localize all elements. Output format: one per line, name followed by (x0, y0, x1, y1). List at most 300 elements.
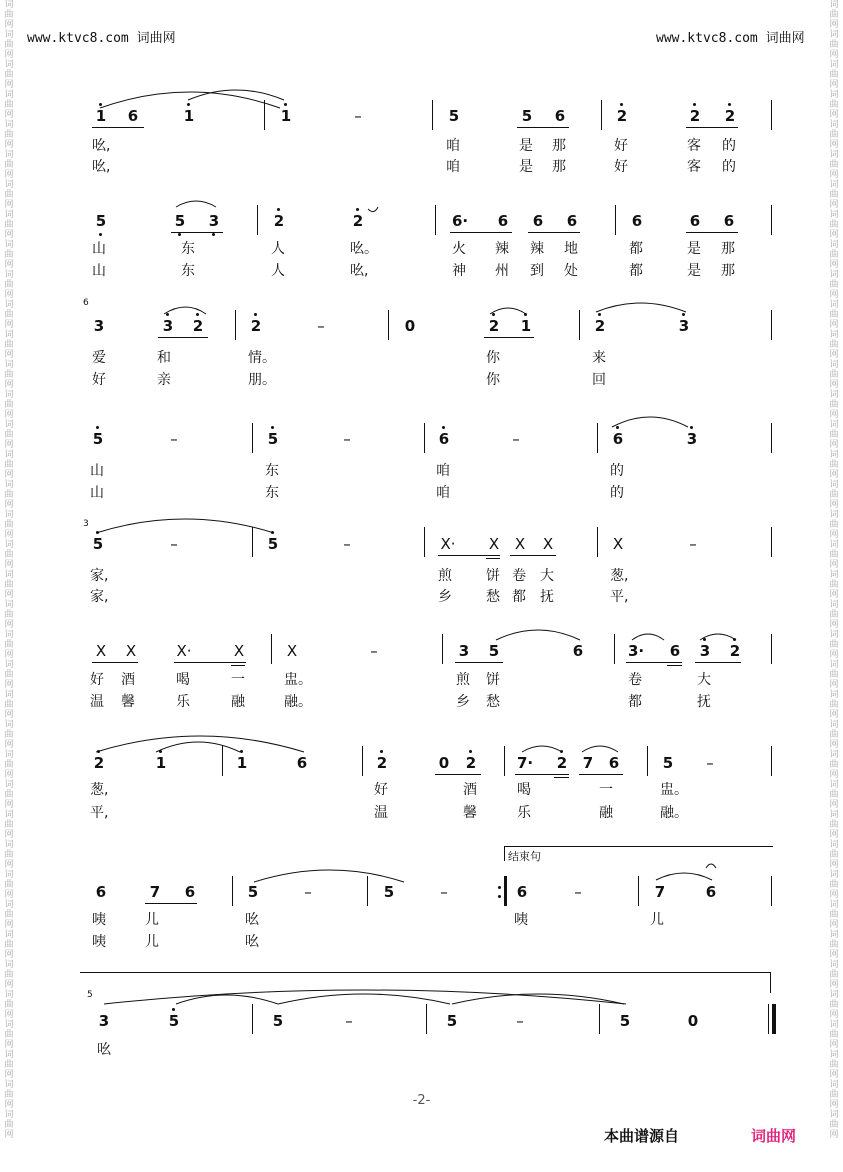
watermark-glyph: 网 (829, 350, 839, 360)
lyric: 吆, (92, 159, 111, 175)
lyric: 咱 (436, 485, 450, 501)
score-line-2 (0, 185, 843, 285)
watermark-glyph: 曲 (829, 10, 839, 20)
watermark-glyph: 网 (829, 680, 839, 690)
octave-dot (96, 531, 99, 534)
watermark-glyph: 曲 (4, 850, 14, 860)
octave-dot (703, 638, 706, 641)
watermark-glyph: 词 (829, 480, 839, 490)
watermark-glyph: 网 (829, 1130, 839, 1140)
lyric: 东 (265, 485, 279, 501)
watermark-glyph: 词 (4, 1050, 14, 1060)
watermark-glyph: 曲 (4, 40, 14, 50)
watermark-glyph: 词 (829, 960, 839, 970)
watermark-glyph: 曲 (829, 580, 839, 590)
watermark-glyph: 曲 (829, 490, 839, 500)
watermark-glyph: 网 (829, 110, 839, 120)
watermark-glyph: 词 (829, 540, 839, 550)
watermark-glyph: 曲 (829, 100, 839, 110)
lyric: 饼 (486, 568, 500, 584)
octave-dot (693, 103, 696, 106)
octave-dot (356, 208, 359, 211)
watermark-glyph: 网 (4, 650, 14, 660)
watermark-glyph: 词 (4, 480, 14, 490)
watermark-glyph: 词 (4, 570, 14, 580)
watermark-glyph: 曲 (829, 1030, 839, 1040)
page-number: -2- (412, 1093, 431, 1108)
note-dash: – (689, 535, 697, 553)
score-line-4 (0, 403, 843, 503)
grace-note: 3 (83, 519, 89, 529)
watermark-glyph: 词 (829, 660, 839, 670)
octave-dot (271, 426, 274, 429)
barline (597, 423, 598, 453)
slur-marks (0, 513, 843, 553)
watermark-glyph: 网 (4, 920, 14, 930)
watermark-glyph: 词 (4, 900, 14, 910)
score-line-3 (0, 290, 843, 390)
watermark-glyph: 曲 (829, 430, 839, 440)
watermark-glyph: 词 (4, 60, 14, 70)
watermark-glyph: 曲 (4, 940, 14, 950)
note: 7· (517, 754, 534, 772)
score-line-9 (0, 982, 843, 1082)
underline (145, 903, 197, 904)
watermark-glyph: 词 (829, 120, 839, 130)
watermark-glyph: 网 (4, 1100, 14, 1110)
note-dash: – (574, 883, 582, 901)
lyric: 是 (519, 159, 533, 175)
watermark-glyph: 曲 (4, 910, 14, 920)
watermark-glyph: 网 (829, 200, 839, 210)
score-line-8 (0, 858, 843, 958)
watermark-glyph: 网 (4, 620, 14, 630)
watermark-glyph: 曲 (4, 100, 14, 110)
watermark-glyph: 网 (4, 500, 14, 510)
watermark-glyph: 词 (4, 690, 14, 700)
barline (222, 746, 223, 776)
note: 1 (155, 754, 167, 772)
note: 6 (631, 212, 643, 230)
lyric: 到 (530, 263, 544, 279)
watermark-glyph: 网 (4, 800, 14, 810)
watermark-glyph: 词 (829, 210, 839, 220)
barline (424, 527, 425, 557)
watermark-glyph: 曲 (829, 70, 839, 80)
watermark-glyph: 曲 (4, 220, 14, 230)
watermark-glyph: 网 (4, 890, 14, 900)
octave-dot (560, 750, 563, 753)
note: 6 (497, 212, 509, 230)
note: 5 (267, 430, 279, 448)
site-url-right[interactable]: www.ktvc8.com (656, 31, 758, 46)
watermark-glyph: 网 (4, 80, 14, 90)
lyric: 一 (231, 672, 245, 688)
watermark-glyph: 网 (829, 1070, 839, 1080)
lyric: 那 (721, 241, 735, 257)
lyric: 好 (614, 159, 628, 175)
header-right (656, 27, 805, 46)
slur-marks (0, 290, 843, 330)
lyric: 馨 (463, 805, 477, 821)
note: 6· (452, 212, 469, 230)
lyric: 吆 (245, 934, 259, 950)
watermark-glyph: 曲 (829, 220, 839, 230)
watermark-glyph: 网 (829, 50, 839, 60)
watermark-glyph: 网 (4, 470, 14, 480)
octave-dot (733, 638, 736, 641)
lyric: 煎 (456, 672, 470, 688)
watermark-glyph: 词 (829, 990, 839, 1000)
watermark-glyph: 曲 (4, 280, 14, 290)
note: X (125, 642, 137, 660)
octave-dot (254, 313, 257, 316)
watermark-glyph: 词 (829, 1050, 839, 1060)
slur-marks (0, 982, 843, 1022)
lyric: 好 (614, 138, 628, 154)
note: 6 (532, 212, 544, 230)
watermark-glyph: 曲 (829, 550, 839, 560)
watermark-glyph: 词 (829, 600, 839, 610)
note: 6 (572, 642, 584, 660)
lyric: 东 (181, 263, 195, 279)
octave-dot (159, 750, 162, 753)
barline (638, 876, 639, 906)
lyric: 咦 (92, 912, 106, 928)
lyric: 抚 (540, 589, 554, 605)
octave-dot (524, 313, 527, 316)
watermark-glyph: 网 (829, 740, 839, 750)
watermark-glyph: 曲 (4, 760, 14, 770)
barline (426, 1004, 427, 1034)
barline (232, 876, 233, 906)
note: 6 (608, 754, 620, 772)
watermark-glyph: 网 (829, 1040, 839, 1050)
lyric: 温 (90, 694, 104, 710)
lyric: 吆 (97, 1042, 111, 1058)
watermark-glyph: 词 (829, 90, 839, 100)
note: 2 (729, 642, 741, 660)
watermark-glyph: 网 (4, 170, 14, 180)
watermark-glyph: 词 (4, 300, 14, 310)
note: 2 (488, 317, 500, 335)
final-barline (772, 1004, 776, 1034)
watermark-glyph: 网 (4, 560, 14, 570)
barline (424, 423, 425, 453)
watermark-glyph: 网 (829, 500, 839, 510)
note: 0 (687, 1012, 699, 1030)
watermark-glyph: 网 (4, 860, 14, 870)
note: 1 (520, 317, 532, 335)
watermark-glyph: 网 (829, 320, 839, 330)
watermark-glyph: 词 (4, 210, 14, 220)
note: 2 (616, 107, 628, 125)
watermark-glyph: 词 (4, 360, 14, 370)
octave-dot (240, 750, 243, 753)
watermark-glyph: 曲 (829, 160, 839, 170)
lyric: 山 (90, 463, 104, 479)
watermark-glyph: 曲 (4, 430, 14, 440)
barline (771, 423, 772, 453)
watermark-glyph: 词 (4, 810, 14, 820)
lyric: 吆, (350, 263, 369, 279)
lyric: 咦 (92, 934, 106, 950)
note: 5 (174, 212, 186, 230)
barline (435, 205, 436, 235)
lyric: 东 (181, 241, 195, 257)
watermark-glyph: 曲 (4, 550, 14, 560)
lyric: 大 (540, 568, 554, 584)
watermark-glyph: 曲 (4, 880, 14, 890)
watermark-glyph: 词 (829, 0, 839, 10)
note: 3 (678, 317, 690, 335)
watermark-glyph: 网 (4, 380, 14, 390)
note: 3 (162, 317, 174, 335)
watermark-glyph: 曲 (4, 10, 14, 20)
watermark-glyph: 曲 (829, 700, 839, 710)
barline (252, 527, 253, 557)
lyric: 亲 (157, 372, 171, 388)
watermark-glyph: 词 (829, 750, 839, 760)
watermark-glyph: 曲 (829, 310, 839, 320)
note: 7 (149, 883, 161, 901)
note: 7 (582, 754, 594, 772)
note: 5 (619, 1012, 631, 1030)
lyric: 好 (92, 372, 106, 388)
barline (432, 100, 433, 130)
score-line-1 (0, 80, 843, 180)
octave-dot (598, 313, 601, 316)
source-label: 本曲谱源自 (604, 1127, 680, 1145)
watermark-glyph: 网 (829, 950, 839, 960)
watermark-glyph: 词 (829, 930, 839, 940)
watermark-glyph: 网 (4, 230, 14, 240)
watermark-glyph: 词 (829, 1020, 839, 1030)
watermark-glyph: 词 (4, 120, 14, 130)
note: 6 (554, 107, 566, 125)
note: 5 (662, 754, 674, 772)
watermark-glyph: 词 (829, 780, 839, 790)
watermark-glyph: 网 (829, 1100, 839, 1110)
barline (388, 310, 389, 340)
watermark-glyph: 曲 (4, 1000, 14, 1010)
note-dash: – (343, 535, 351, 553)
note: 5 (168, 1012, 180, 1030)
note: 5 (267, 535, 279, 553)
watermark-glyph: 词 (829, 840, 839, 850)
lyric: 饼 (486, 672, 500, 688)
watermark-glyph: 词 (829, 270, 839, 280)
barline (599, 1004, 600, 1034)
lyric: 乡 (456, 694, 470, 710)
watermark-glyph: 网 (829, 890, 839, 900)
lyric: 融。 (660, 805, 688, 821)
watermark-glyph: 曲 (829, 400, 839, 410)
underline (92, 127, 144, 128)
watermark-glyph: 网 (829, 290, 839, 300)
watermark-glyph: 词 (829, 690, 839, 700)
watermark-glyph: 词 (829, 450, 839, 460)
watermark-glyph: 词 (4, 780, 14, 790)
watermark-glyph: 网 (4, 680, 14, 690)
watermark-glyph: 词 (4, 1110, 14, 1120)
note: 6 (438, 430, 450, 448)
barline (614, 634, 615, 664)
watermark-glyph: 网 (4, 290, 14, 300)
watermark-glyph: 曲 (4, 460, 14, 470)
watermark-glyph: 网 (829, 1010, 839, 1020)
watermark-glyph: 曲 (4, 790, 14, 800)
lyric: 和 (157, 350, 171, 366)
octave-dot (469, 750, 472, 753)
lyric: 客 (687, 159, 701, 175)
lyric: 人 (271, 263, 285, 279)
watermark-glyph: 曲 (829, 790, 839, 800)
lyric: 来 (592, 350, 606, 366)
note: 2 (352, 212, 364, 230)
lyric: 都 (629, 241, 643, 257)
note: 2 (689, 107, 701, 125)
watermark-glyph: 曲 (4, 610, 14, 620)
watermark-glyph: 词 (829, 180, 839, 190)
watermark-glyph: 词 (829, 870, 839, 880)
lyric: 都 (629, 263, 643, 279)
watermark-glyph: 曲 (4, 310, 14, 320)
octave-dot (380, 750, 383, 753)
watermark-glyph: 网 (4, 20, 14, 30)
watermark-glyph: 网 (829, 770, 839, 780)
watermark-glyph: 曲 (4, 250, 14, 260)
watermark-glyph: 曲 (4, 190, 14, 200)
watermark-glyph: 曲 (4, 1120, 14, 1130)
watermark-glyph: 词 (829, 1110, 839, 1120)
slur-marks (0, 403, 843, 443)
lyric: 酒 (463, 782, 477, 798)
note-dash: – (512, 430, 520, 448)
note: 6 (296, 754, 308, 772)
underline (171, 232, 223, 233)
note: 2 (594, 317, 606, 335)
octave-dot (492, 313, 495, 316)
watermark-glyph: 曲 (4, 70, 14, 80)
note-dash: – (343, 430, 351, 448)
lyric: 酒 (121, 672, 135, 688)
octave-dot (166, 313, 169, 316)
watermark-glyph: 词 (4, 840, 14, 850)
barline (442, 634, 443, 664)
lyric: 葱, (610, 568, 629, 584)
watermark-glyph: 网 (829, 440, 839, 450)
lyric: 卷 (512, 568, 526, 584)
watermark-glyph: 网 (829, 980, 839, 990)
header-left (27, 27, 176, 46)
barline (252, 1004, 253, 1034)
lyric: 儿 (145, 934, 159, 950)
note-dash: – (370, 642, 378, 660)
grace-note: 6 (83, 298, 89, 308)
lyric: 好 (90, 672, 104, 688)
watermark-glyph: 曲 (829, 820, 839, 830)
watermark-glyph: 网 (4, 200, 14, 210)
watermark-glyph: 网 (829, 560, 839, 570)
lyric: 家, (90, 568, 109, 584)
barline (362, 746, 363, 776)
score-line-5 (0, 513, 843, 613)
watermark-glyph: 曲 (829, 520, 839, 530)
lyric: 的 (610, 485, 624, 501)
watermark-glyph: 曲 (829, 1060, 839, 1070)
underline (438, 555, 500, 556)
brand-link[interactable]: 词曲网 (751, 1127, 797, 1145)
lyric: 愁 (486, 694, 500, 710)
lyric: 地 (564, 241, 578, 257)
watermark-glyph: 网 (4, 950, 14, 960)
octave-dot (178, 233, 181, 236)
lyric: 火 (452, 241, 466, 257)
barline (768, 1004, 769, 1034)
watermark-glyph: 曲 (829, 670, 839, 680)
watermark-glyph: 网 (829, 170, 839, 180)
watermark-glyph: 曲 (4, 700, 14, 710)
lyric: 咦 (514, 912, 528, 928)
watermark-glyph: 曲 (4, 970, 14, 980)
watermark-glyph: 网 (829, 410, 839, 420)
note: 2 (465, 754, 477, 772)
watermark-glyph: 网 (829, 80, 839, 90)
barline (367, 876, 368, 906)
underline (695, 662, 741, 663)
octave-dot (212, 233, 215, 236)
watermark-glyph: 曲 (829, 610, 839, 620)
note: X (233, 642, 245, 660)
watermark-glyph: 词 (829, 360, 839, 370)
grace-note: 5 (87, 990, 93, 1000)
note: 5 (521, 107, 533, 125)
watermark-glyph: 曲 (4, 130, 14, 140)
watermark-glyph: 曲 (829, 250, 839, 260)
note-dash: – (170, 535, 178, 553)
watermark-glyph: 词 (829, 150, 839, 160)
lyric: 处 (564, 263, 578, 279)
underline (554, 777, 569, 778)
barline (235, 310, 236, 340)
barline (601, 100, 602, 130)
watermark-glyph: 网 (4, 830, 14, 840)
lyric: 煎 (438, 568, 452, 584)
octave-dot (284, 103, 287, 106)
note: 5 (383, 883, 395, 901)
watermark-glyph: 网 (829, 650, 839, 660)
lyric: 一 (599, 782, 613, 798)
watermark-glyph: 词 (829, 630, 839, 640)
repeat-dot (498, 886, 501, 889)
lyric: 爱 (92, 350, 106, 366)
underline (579, 774, 623, 775)
watermark-glyph: 词 (829, 420, 839, 430)
note: 3 (699, 642, 711, 660)
watermark-glyph: 网 (829, 830, 839, 840)
lyric: 儿 (650, 912, 664, 928)
watermark-glyph: 词 (4, 1080, 14, 1090)
site-url-left[interactable]: www.ktvc8.com (27, 31, 129, 46)
lyric: 葱, (90, 782, 109, 798)
watermark-glyph: 网 (4, 320, 14, 330)
underline (158, 337, 208, 338)
note: X (95, 642, 107, 660)
barline (771, 876, 772, 906)
note: 5 (448, 107, 460, 125)
barline (615, 205, 616, 235)
